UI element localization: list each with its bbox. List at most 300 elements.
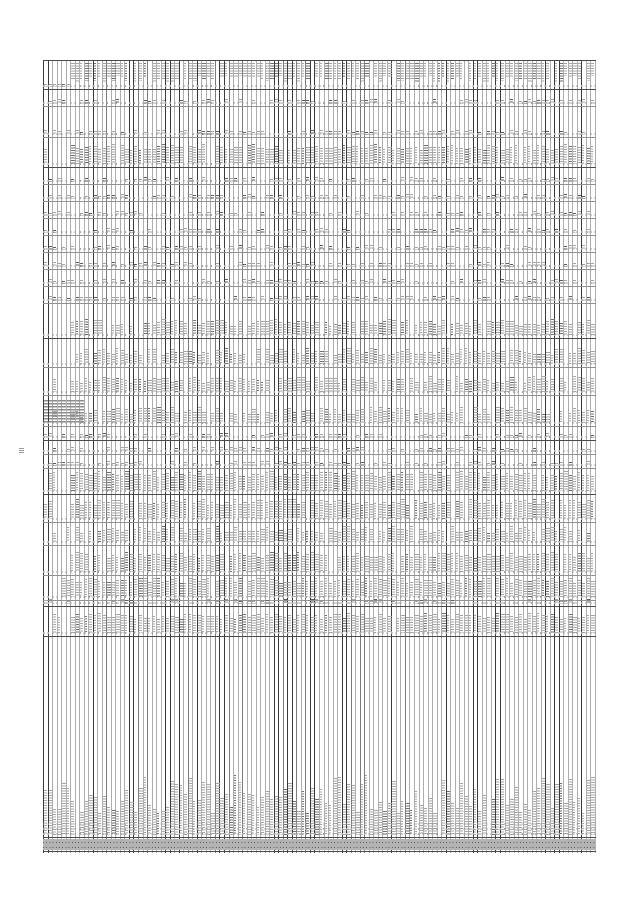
- cell-text-smear: [293, 462, 296, 466]
- cell-text-smear: [569, 195, 572, 199]
- cell-text-smear: [370, 279, 373, 284]
- cell-text-smear: [361, 557, 363, 572]
- cell-text-smear: [478, 503, 481, 519]
- cell-text-smear: [542, 230, 545, 233]
- cell-text-smear: [225, 502, 229, 519]
- cell-text-smear: [211, 378, 214, 392]
- cell-text-smear: [383, 580, 387, 597]
- cell-text-smear: [320, 448, 323, 452]
- cell-text-smear: [496, 194, 499, 199]
- cell-text-smear: [116, 228, 119, 233]
- cell-text-smear: [193, 377, 196, 392]
- cell-text-smear: [184, 351, 188, 364]
- cell-text-smear: [388, 578, 390, 597]
- cell-text-smear: [542, 354, 545, 364]
- cell-text-smear: [211, 556, 214, 572]
- cell-text-smear: [442, 408, 445, 423]
- cell-text-smear: [162, 600, 165, 604]
- cell-text-smear: [370, 809, 373, 835]
- cell-text-smear: [198, 229, 201, 233]
- cell-text-smear: [334, 296, 337, 301]
- cell-text-smear: [515, 435, 518, 438]
- cell-text-smear: [356, 532, 359, 542]
- cell-text-smear: [193, 615, 196, 633]
- cell-text-smear: [569, 324, 572, 335]
- cell-text-smear: [153, 149, 156, 164]
- cell-text-smear: [302, 377, 305, 392]
- cell-text-smear: [483, 264, 486, 267]
- cell-text-smear: [171, 556, 174, 572]
- cell-text-smear: [591, 63, 594, 76]
- cell-text-smear: [465, 615, 468, 633]
- cell-text-smear: [202, 529, 204, 542]
- cell-text-smear: [270, 149, 274, 164]
- cell-text-smear: [225, 449, 228, 452]
- cell-text-smear: [564, 194, 567, 199]
- cell-text-smear: [447, 600, 450, 604]
- cell-text-smear: [374, 382, 377, 392]
- cell-text-smear: [44, 149, 47, 164]
- cell-text-smear: [266, 280, 269, 284]
- cell-text-smear: [116, 325, 120, 335]
- cell-text-smear: [352, 264, 355, 267]
- cell-text-smear: [578, 100, 581, 104]
- cell-text-smear: [175, 501, 178, 519]
- cell-text-smear: [139, 63, 142, 81]
- cell-text-smear: [573, 146, 576, 164]
- cell-text-smear: [383, 321, 386, 335]
- cell-text-smear: [266, 581, 268, 597]
- cell-text-smear: [478, 473, 480, 491]
- cell-text-smear: [573, 63, 577, 76]
- cell-text-smear: [252, 795, 254, 835]
- cell-text-smear: [510, 553, 513, 572]
- cell-text-smear: [329, 528, 333, 542]
- cell-text-smear: [89, 578, 92, 597]
- cell-text-smear: [134, 558, 136, 572]
- table-column-band: [43, 607, 596, 637]
- cell-text-smear: [76, 63, 79, 82]
- cell-text-smear: [144, 475, 146, 491]
- cell-text-smear: [189, 378, 191, 392]
- cell-text-smear: [148, 349, 150, 364]
- cell-text-smear: [478, 195, 481, 199]
- cell-text-smear: [492, 556, 495, 572]
- cell-text-smear: [89, 63, 92, 78]
- cell-text-smear: [510, 435, 513, 438]
- cell-text-smear: [261, 529, 265, 542]
- cell-text-smear: [442, 531, 444, 542]
- cell-text-smear: [564, 527, 566, 542]
- cell-text-smear: [487, 617, 490, 633]
- cell-text-smear: [189, 178, 192, 182]
- cell-text-smear: [433, 614, 437, 633]
- cell-text-smear: [144, 149, 147, 164]
- cell-text-smear: [315, 434, 318, 438]
- cell-text-smear: [207, 99, 210, 104]
- cell-text-smear: [365, 245, 368, 250]
- cell-text-smear: [306, 472, 309, 491]
- cell-text-smear: [284, 553, 287, 572]
- cell-text-smear: [587, 475, 589, 491]
- cell-text-smear: [487, 578, 491, 597]
- cell-text-smear: [587, 211, 590, 216]
- cell-text-smear: [202, 447, 205, 452]
- cell-text-smear: [148, 448, 151, 452]
- cell-text-smear: [524, 246, 527, 250]
- cell-text-smear: [487, 463, 490, 466]
- cell-text-smear: [424, 196, 427, 199]
- cell-text-smear: [58, 263, 61, 267]
- cell-text-smear: [202, 434, 205, 438]
- cell-text-smear: [71, 555, 73, 572]
- cell-text-smear: [433, 355, 436, 365]
- cell-text-smear: [573, 476, 576, 491]
- cell-text-smear: [98, 581, 100, 597]
- cell-text-smear: [171, 407, 174, 423]
- cell-text-smear: [189, 351, 192, 364]
- cell-text-smear: [311, 475, 314, 491]
- cell-text-smear: [94, 100, 97, 104]
- cell-text-smear: [139, 615, 142, 633]
- cell-text-smear: [515, 533, 518, 542]
- cell-text-smear: [293, 211, 296, 216]
- cell-text-smear: [420, 130, 423, 135]
- cell-text-smear: [112, 463, 115, 466]
- cell-text-smear: [465, 99, 468, 104]
- cell-text-smear: [257, 349, 261, 364]
- cell-text-smear: [270, 600, 273, 604]
- cell-text-smear: [365, 179, 368, 182]
- cell-text-smear: [433, 383, 437, 392]
- cell-text-smear: [279, 797, 282, 835]
- cell-text-smear: [297, 262, 300, 267]
- cell-text-smear: [582, 350, 585, 364]
- cell-text-smear: [451, 600, 454, 604]
- cell-text-smear: [451, 213, 454, 216]
- cell-text-smear: [424, 599, 427, 604]
- cell-text-smear: [410, 194, 413, 199]
- totals-speck-row: [43, 842, 596, 843]
- cell-text-smear: [537, 379, 541, 392]
- cell-text-smear: [551, 99, 554, 104]
- cell-text-smear: [62, 400, 66, 423]
- cell-text-smear: [311, 353, 314, 364]
- cell-text-smear: [288, 477, 291, 491]
- cell-text-smear: [582, 196, 585, 199]
- cell-text-smear: [311, 212, 314, 216]
- cell-text-smear: [587, 352, 590, 364]
- cell-text-smear: [207, 599, 210, 604]
- cell-text-smear: [284, 533, 287, 542]
- cell-text-smear: [293, 412, 296, 423]
- cell-text-smear: [537, 195, 540, 199]
- cell-text-smear: [343, 501, 346, 519]
- cell-text-smear: [239, 147, 242, 164]
- cell-text-smear: [401, 556, 404, 572]
- cell-text-smear: [153, 503, 155, 519]
- cell-text-smear: [397, 195, 400, 199]
- cell-text-smear: [311, 281, 314, 284]
- cell-text-smear: [388, 263, 391, 267]
- cell-text-smear: [537, 63, 541, 79]
- cell-text-smear: [171, 298, 174, 301]
- cell-text-smear: [338, 281, 341, 284]
- cell-text-smear: [234, 414, 237, 423]
- cell-text-smear: [582, 264, 585, 267]
- cell-text-smear: [555, 321, 558, 335]
- cell-text-smear: [216, 601, 219, 604]
- cell-text-smear: [478, 63, 481, 78]
- cell-text-smear: [343, 229, 346, 233]
- cell-text-smear: [383, 63, 386, 76]
- cell-text-smear: [515, 617, 518, 633]
- cell-text-smear: [297, 229, 300, 233]
- cell-text-smear: [492, 799, 495, 835]
- cell-text-smear: [492, 131, 495, 135]
- cell-text-smear: [239, 229, 242, 233]
- cell-text-smear: [252, 132, 255, 135]
- cell-text-smear: [297, 449, 300, 452]
- cell-text-smear: [198, 531, 201, 542]
- cell-text-smear: [537, 409, 540, 423]
- cell-text-smear: [388, 380, 391, 392]
- cell-text-smear: [456, 413, 458, 423]
- cell-text-smear: [587, 461, 590, 466]
- cell-text-smear: [171, 349, 174, 364]
- cell-text-smear: [460, 532, 463, 542]
- cell-text-smear: [112, 555, 114, 573]
- cell-text-smear: [528, 131, 531, 135]
- cell-text-smear: [447, 502, 451, 519]
- cell-text-smear: [519, 212, 522, 216]
- cell-text-smear: [582, 813, 584, 835]
- cell-text-smear: [388, 449, 391, 452]
- cell-text-smear: [220, 433, 223, 438]
- cell-text-smear: [230, 807, 233, 835]
- cell-text-smear: [266, 614, 268, 633]
- cell-text-smear: [297, 528, 299, 542]
- cell-text-smear: [379, 247, 382, 250]
- cell-text-smear: [401, 351, 404, 364]
- cell-text-smear: [365, 132, 368, 135]
- cell-text-smear: [279, 558, 282, 572]
- cell-text-smear: [496, 212, 499, 216]
- cell-text-smear: [230, 246, 233, 250]
- cell-text-smear: [162, 526, 165, 542]
- cell-text-smear: [148, 281, 151, 284]
- cell-text-smear: [325, 409, 328, 423]
- cell-text-smear: [189, 614, 191, 633]
- cell-text-smear: [239, 601, 242, 604]
- cell-text-smear: [320, 463, 323, 466]
- cell-text-smear: [447, 615, 449, 633]
- cell-text-smear: [578, 63, 581, 79]
- cell-text-smear: [533, 262, 536, 267]
- cell-text-smear: [121, 558, 124, 572]
- cell-text-smear: [293, 349, 295, 364]
- cell-text-smear: [139, 213, 142, 216]
- cell-text-smear: [325, 322, 327, 335]
- cell-text-smear: [275, 796, 278, 835]
- cell-text-smear: [80, 280, 83, 284]
- cell-text-smear: [248, 504, 250, 519]
- cell-text-smear: [365, 296, 368, 301]
- cell-text-smear: [338, 476, 340, 491]
- cell-text-smear: [275, 463, 278, 466]
- cell-text-smear: [537, 229, 540, 233]
- cell-text-smear: [392, 150, 394, 164]
- cell-text-smear: [397, 298, 400, 301]
- cell-text-smear: [356, 63, 359, 80]
- cell-text-smear: [261, 212, 264, 216]
- cell-text-smear: [239, 531, 242, 542]
- cell-text-smear: [429, 376, 432, 392]
- cell-text-smear: [288, 463, 291, 466]
- cell-text-smear: [302, 212, 305, 216]
- cell-text-smear: [451, 579, 454, 597]
- cell-text-smear: [496, 578, 499, 597]
- cell-text-smear: [288, 131, 291, 135]
- cell-text-smear: [80, 63, 82, 80]
- cell-text-smear: [279, 530, 283, 542]
- cell-text-smear: [220, 580, 224, 597]
- cell-text-smear: [564, 264, 567, 267]
- cell-text-smear: [243, 793, 245, 835]
- cell-text-smear: [415, 791, 417, 835]
- cell-text-smear: [433, 413, 435, 423]
- cell-text-smear: [44, 434, 47, 438]
- cell-text-smear: [569, 599, 572, 604]
- cell-text-smear: [216, 263, 219, 267]
- cell-text-smear: [279, 279, 282, 284]
- cell-text-smear: [225, 578, 227, 597]
- cell-text-smear: [424, 145, 428, 164]
- cell-text-smear: [510, 526, 513, 542]
- cell-text-smear: [474, 320, 477, 335]
- cell-text-smear: [180, 502, 182, 519]
- cell-text-smear: [573, 353, 576, 364]
- cell-text-smear: [501, 132, 504, 135]
- cell-text-smear: [569, 531, 572, 542]
- cell-text-smear: [329, 179, 332, 182]
- cell-text-smear: [62, 578, 66, 597]
- cell-text-smear: [533, 448, 536, 452]
- cell-text-smear: [379, 802, 382, 835]
- cell-text-smear: [211, 447, 214, 452]
- cell-text-smear: [420, 557, 422, 572]
- cell-text-smear: [302, 100, 305, 104]
- cell-text-smear: [302, 475, 305, 491]
- cell-text-smear: [261, 578, 265, 597]
- cell-text-smear: [370, 178, 373, 182]
- cell-text-smear: [528, 178, 531, 182]
- cell-text-smear: [587, 178, 590, 182]
- cell-text-smear: [89, 131, 92, 135]
- cell-text-smear: [175, 413, 179, 423]
- cell-text-smear: [334, 501, 336, 519]
- cell-text-smear: [329, 148, 333, 164]
- cell-text-smear: [515, 410, 519, 423]
- cell-text-smear: [134, 474, 138, 491]
- cell-text-smear: [175, 178, 178, 182]
- cell-text-smear: [89, 382, 91, 392]
- cell-text-smear: [157, 322, 160, 335]
- cell-text-smear: [546, 179, 549, 182]
- cell-text-smear: [451, 229, 454, 233]
- cell-text-smear: [284, 617, 286, 633]
- cell-text-smear: [334, 131, 337, 135]
- cell-text-smear: [103, 615, 106, 633]
- cell-text-smear: [211, 813, 215, 835]
- cell-text-smear: [53, 247, 56, 250]
- cell-text-smear: [248, 297, 251, 301]
- cell-text-smear: [311, 531, 313, 542]
- cell-text-smear: [406, 462, 409, 467]
- cell-text-smear: [456, 376, 458, 392]
- cell-text-smear: [415, 615, 419, 633]
- cell-text-smear: [506, 533, 508, 542]
- cell-text-smear: [591, 351, 595, 364]
- cell-text-smear: [116, 475, 119, 491]
- cell-text-smear: [216, 195, 219, 199]
- cell-text-smear: [89, 263, 92, 267]
- cell-text-smear: [279, 178, 282, 182]
- cell-text-smear: [116, 600, 119, 604]
- cell-text-smear: [564, 382, 566, 392]
- cell-text-smear: [220, 505, 224, 519]
- cell-text-smear: [239, 615, 242, 633]
- cell-text-smear: [542, 262, 545, 267]
- cell-text-smear: [293, 323, 296, 335]
- cell-text-smear: [302, 448, 305, 452]
- cell-text-smear: [94, 280, 97, 284]
- cell-text-smear: [257, 474, 259, 491]
- cell-text-smear: [175, 578, 177, 597]
- cell-text-smear: [487, 353, 490, 364]
- cell-text-smear: [438, 505, 440, 519]
- cell-text-smear: [515, 787, 518, 835]
- cell-text-smear: [537, 788, 540, 835]
- cell-text-smear: [546, 433, 549, 438]
- cell-text-smear: [320, 281, 323, 284]
- cell-text-smear: [116, 348, 118, 364]
- cell-text-smear: [297, 552, 299, 572]
- cell-text-smear: [297, 178, 300, 182]
- cell-text-smear: [524, 619, 527, 633]
- cell-text-smear: [501, 196, 504, 199]
- cell-text-smear: [103, 63, 106, 82]
- cell-text-smear: [469, 228, 472, 233]
- cell-text-smear: [248, 381, 250, 392]
- cell-text-smear: [320, 789, 322, 835]
- cell-text-smear: [49, 246, 52, 250]
- cell-text-smear: [392, 601, 395, 605]
- cell-text-smear: [166, 63, 169, 82]
- cell-text-smear: [528, 412, 532, 423]
- cell-text-smear: [302, 63, 304, 78]
- cell-text-smear: [383, 279, 386, 284]
- cell-text-smear: [392, 354, 395, 364]
- cell-text-smear: [451, 296, 454, 301]
- cell-text-smear: [243, 230, 246, 233]
- cell-text-smear: [89, 614, 92, 633]
- cell-text-smear: [58, 84, 61, 87]
- cell-text-smear: [356, 146, 358, 164]
- cell-text-smear: [202, 177, 205, 182]
- cell-text-smear: [157, 63, 160, 79]
- cell-text-smear: [551, 280, 554, 285]
